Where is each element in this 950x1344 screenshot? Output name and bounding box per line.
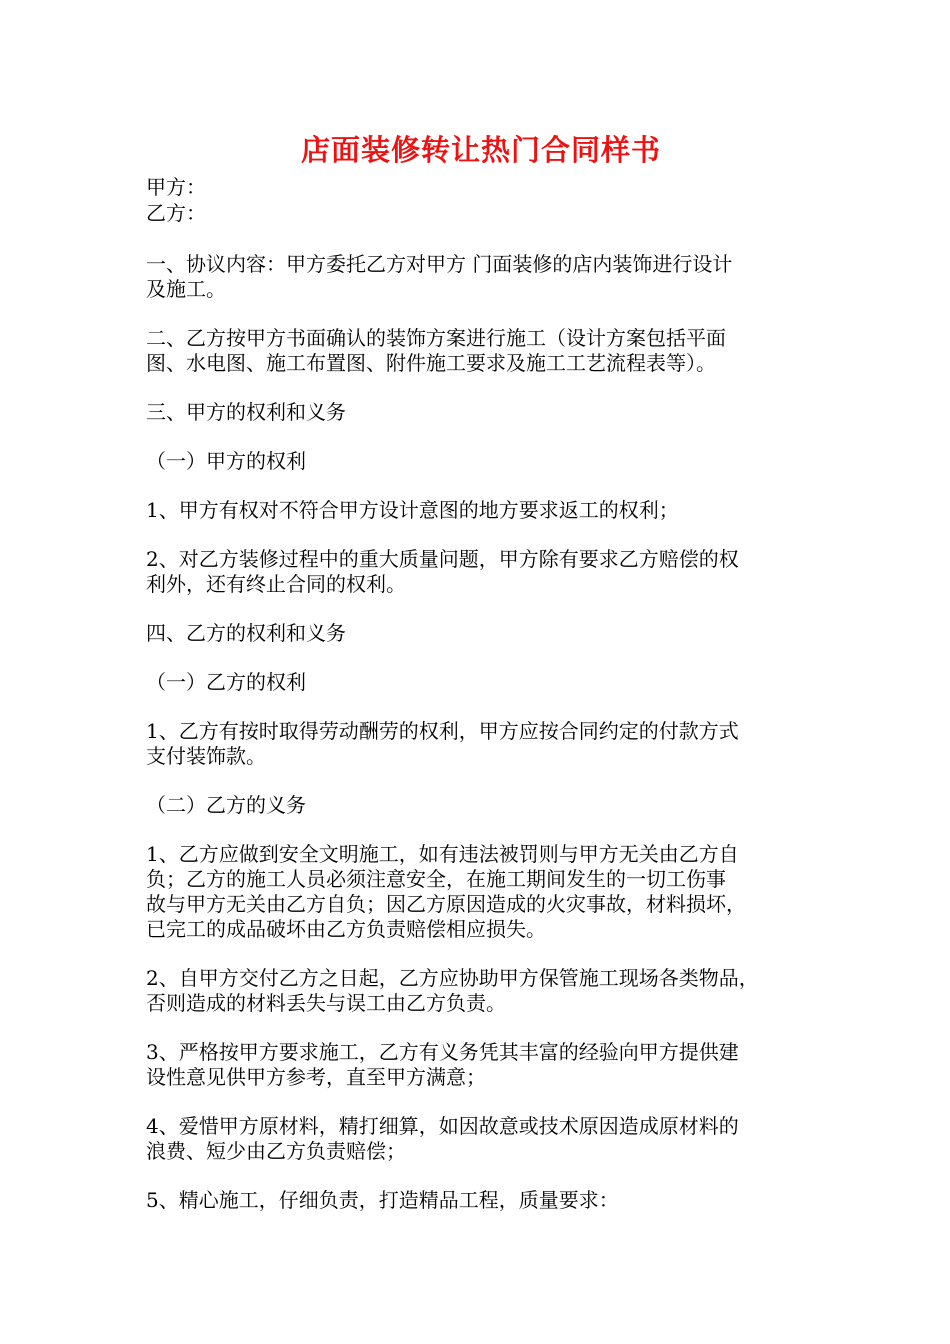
paragraph-line: 图、水电图、施工布置图、附件施工要求及施工工艺流程表等）。 <box>146 351 716 375</box>
paragraph <box>146 842 816 942</box>
paragraph-line: 一、协议内容：甲方委托乙方对甲方 门面装修的店内装饰进行设计 <box>146 252 733 276</box>
paragraph <box>146 670 816 695</box>
paragraph <box>146 621 816 646</box>
paragraph <box>146 966 816 1016</box>
paragraph <box>146 1040 816 1090</box>
paragraph-line: （一）乙方的权利 <box>146 670 306 694</box>
paragraph-line: 5、精心施工，仔细负责，打造精品工程，质量要求： <box>146 1188 619 1212</box>
paragraph-line: 2、对乙方装修过程中的重大质量问题，甲方除有要求乙方赔偿的权 <box>146 547 739 571</box>
paragraph <box>146 793 816 818</box>
document-body <box>146 252 816 1213</box>
paragraph-line: 已完工的成品破坏由乙方负责赔偿相应损失。 <box>146 917 546 941</box>
paragraph <box>146 719 816 769</box>
paragraph-line: 4、爱惜甲方原材料，精打细算，如因故意或技术原因造成原材料的 <box>146 1114 739 1138</box>
paragraph <box>146 1188 816 1213</box>
paragraph-line: 3、严格按甲方要求施工，乙方有义务凭其丰富的经验向甲方提供建 <box>146 1040 739 1064</box>
party-a-label: 甲方： <box>146 175 206 199</box>
paragraph-line: 1、乙方应做到安全文明施工，如有违法被罚则与甲方无关由乙方自 <box>146 842 739 866</box>
document-title: 店面装修转让热门合同样书 <box>300 133 661 167</box>
paragraph-line: 支付装饰款。 <box>146 744 266 768</box>
paragraph-line: 及施工。 <box>146 277 226 301</box>
paragraph-line: （二）乙方的义务 <box>146 793 306 817</box>
paragraph <box>146 498 816 523</box>
paragraph-line: 2、自甲方交付乙方之日起，乙方应协助甲方保管施工现场各类物品， <box>146 966 759 990</box>
paragraph <box>146 1114 816 1164</box>
paragraph-line: （一）甲方的权利 <box>146 449 306 473</box>
paragraph <box>146 449 816 474</box>
paragraph-line: 浪费、短少由乙方负责赔偿； <box>146 1139 406 1163</box>
paragraph <box>146 252 816 302</box>
paragraph <box>146 326 816 376</box>
paragraph-line: 否则造成的材料丢失与误工由乙方负责。 <box>146 991 506 1015</box>
document-page <box>146 130 816 1213</box>
paragraph-line: 1、甲方有权对不符合甲方设计意图的地方要求返工的权利； <box>146 498 679 522</box>
party-b-label: 乙方： <box>146 201 206 225</box>
paragraph-line: 1、乙方有按时取得劳动酬劳的权利，甲方应按合同约定的付款方式 <box>146 719 739 743</box>
paragraph-line: 三、甲方的权利和义务 <box>146 400 346 424</box>
paragraph <box>146 547 816 597</box>
paragraph <box>146 400 816 425</box>
paragraph-line: 故与甲方无关由乙方自负；因乙方原因造成的火灾事故，材料损坏， <box>146 892 746 916</box>
paragraph-line: 负；乙方的施工人员必须注意安全，在施工期间发生的一切工伤事 <box>146 867 726 891</box>
paragraph-line: 设性意见供甲方参考，直至甲方满意； <box>146 1065 486 1089</box>
paragraph-line: 二、乙方按甲方书面确认的装饰方案进行施工（设计方案包括平面 <box>146 326 726 350</box>
paragraph-line: 利外，还有终止合同的权利。 <box>146 572 406 596</box>
paragraph-line: 四、乙方的权利和义务 <box>146 621 346 645</box>
